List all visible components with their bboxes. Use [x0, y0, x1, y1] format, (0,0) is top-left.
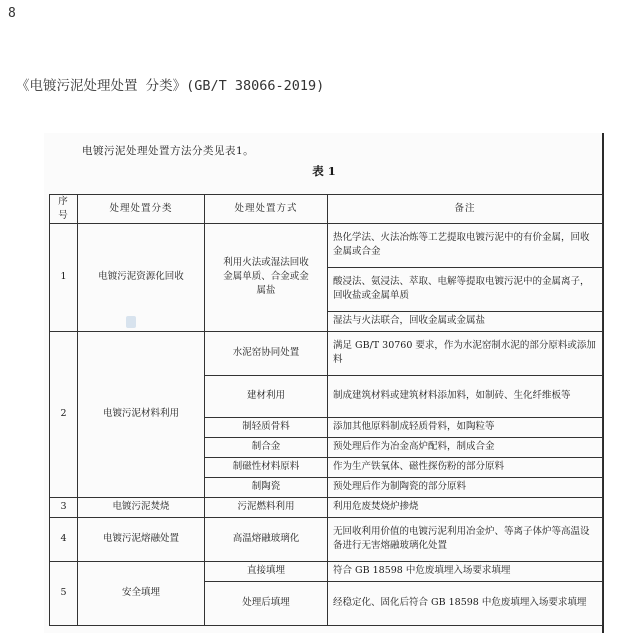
document-title: 《电镀污泥处理处置 分类》(GB/T 38066-2019): [16, 78, 325, 94]
remark-cell: 湿法与火法联合，回收金属或金属盐: [328, 311, 603, 331]
remark-cell: 利用危废焚烧炉掺烧: [328, 497, 603, 517]
remark-cell: 预处理后作为制陶瓷的部分原料: [328, 477, 603, 497]
remark-cell: 热化学法、火法冶炼等工艺提取电镀污泥中的有价金属，回收金属或合金: [328, 223, 603, 267]
classification-table: [49, 194, 603, 626]
remark-cell: 制成建筑材料或建筑材料添加料，如制砖、生化纤维板等: [328, 375, 603, 417]
remark-cell: 作为生产铁氧体、磁性探伤粉的部分原料: [328, 457, 603, 477]
remark-cell: 满足 GB/T 30760 要求，作为水泥窑制水泥的部分原料或添加料: [328, 331, 603, 375]
header-cell: 备注: [328, 195, 603, 224]
remark-cell: 预处理后作为冶金高炉配料，制成合金: [328, 437, 603, 457]
header-cell: 处理处置方式: [205, 195, 328, 224]
table-row: [50, 223, 603, 267]
remark-cell: 符合 GB 18598 中危废填埋入场要求填埋: [328, 561, 603, 581]
row-number: 1: [50, 223, 78, 331]
method-cell: 制磁性材料原料: [205, 457, 328, 477]
table-wrapper: [49, 194, 602, 626]
intro-text: 电镀污泥处理处置方法分类见表1。: [82, 145, 255, 157]
method-cell: 建材利用: [205, 375, 328, 417]
category-cell: 电镀污泥焚烧: [78, 497, 205, 517]
page-number: 8: [8, 6, 16, 21]
category-cell: 电镀污泥熔融处置: [78, 517, 205, 561]
scanned-page: [44, 133, 604, 633]
remark-cell: 酸浸法、氨浸法、萃取、电解等提取电镀污泥中的金属离子，回收盐或金属单质: [328, 267, 603, 311]
method-cell: 制轻质骨料: [205, 417, 328, 437]
table-row: [50, 561, 603, 581]
table-row: [50, 331, 603, 375]
method-cell: 水泥窑协同处置: [205, 331, 328, 375]
table-title: 表 1: [312, 164, 336, 178]
method-cell: 制陶瓷: [205, 477, 328, 497]
remark-cell: 经稳定化、固化后符合 GB 18598 中危废填埋入场要求填埋: [328, 581, 603, 625]
method-cell: 处理后填埋: [205, 581, 328, 625]
row-number: 5: [50, 561, 78, 625]
category-cell: 电镀污泥资源化回收: [78, 223, 205, 331]
row-number: 3: [50, 497, 78, 517]
table-row: [50, 517, 603, 561]
header-cell: 序号: [50, 195, 78, 224]
table-row: [50, 497, 603, 517]
remark-cell: 无回收利用价值的电镀污泥利用冶金炉、等离子体炉等高温设备进行无害熔融玻璃化处置: [328, 517, 603, 561]
row-number: 4: [50, 517, 78, 561]
method-cell: 高温熔融玻璃化: [205, 517, 328, 561]
row-number: 2: [50, 331, 78, 497]
category-cell: 安全填埋: [78, 561, 205, 625]
table-header-row: [50, 195, 603, 224]
method-cell: 污泥燃料利用: [205, 497, 328, 517]
header-cell: 处理处置分类: [78, 195, 205, 224]
method-cell: 制合金: [205, 437, 328, 457]
method-cell: 直接填埋: [205, 561, 328, 581]
remark-cell: 添加其他原料制成轻质骨料，如陶粒等: [328, 417, 603, 437]
category-cell: 电镀污泥材料利用: [78, 331, 205, 497]
method-cell: 利用火法或湿法回收金属单质、合金或金属盐: [205, 223, 328, 331]
